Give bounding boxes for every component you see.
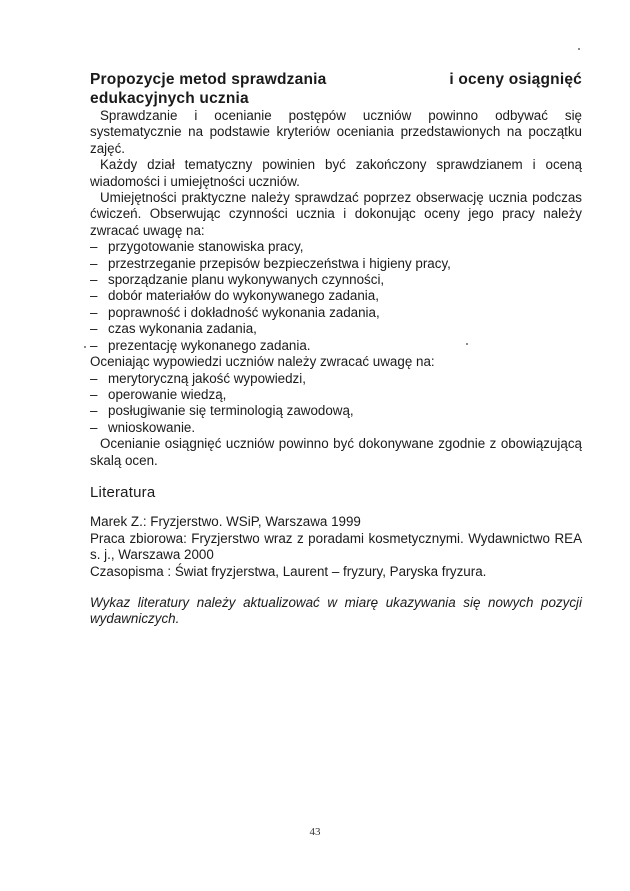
literature-update-note: Wykaz literatury należy aktualizować w miarę ukazywania się nowych pozycji wydawniczych.: [90, 595, 582, 627]
literature-list: [90, 514, 582, 580]
list-item: – sporządzanie planu wykonywanych czynności,: [90, 272, 582, 288]
scan-speck: [578, 48, 580, 50]
paragraph-assessment-intro: Sprawdzanie i ocenianie postępów uczniów powinno odbywać się systematycznie na podstawie kryteriów oceniania przedstawionych na początku zajęć.: [90, 108, 582, 156]
heading-line-2: edukacyjnych ucznia: [90, 90, 249, 107]
paragraph-oral-intro: Oceniając wypowiedzi uczniów należy zwracać uwagę na:: [90, 354, 435, 370]
paragraph-test-per-section: Każdy dział tematyczny powinien być zakończony sprawdzianem i oceną wiadomości i umiejętności uczniów.: [90, 157, 582, 189]
scan-speck: [84, 346, 86, 348]
document-page: [90, 70, 582, 628]
heading-line-1-left: Propozycje metod sprawdzania: [90, 71, 327, 88]
oral-criteria-list: [90, 371, 582, 437]
list-item: – przestrzeganie przepisów bezpieczeństwa i higieny pracy,: [90, 256, 582, 272]
list-item: – posługiwanie się terminologią zawodową,: [90, 403, 582, 419]
literature-item: Czasopisma : Świat fryzjerstwa, Laurent – fryzury, Paryska fryzura.: [90, 563, 487, 579]
heading-line-1-right: i oceny osiągnięć: [449, 71, 582, 88]
practical-criteria-list: [90, 239, 582, 354]
paragraph-grading-scale: Ocenianie osiągnięć uczniów powinno być dokonywane zgodnie z obowiązującą skalą ocen.: [90, 436, 582, 468]
scan-speck: [466, 343, 468, 345]
list-item: – prezentację wykonanego zadania.: [90, 338, 582, 354]
list-item: – poprawność i dokładność wykonania zadania,: [90, 305, 582, 321]
literature-item: Praca zbiorowa: Fryzjerstwo wraz z poradami kosmetycznymi. Wydawnictwo REA s. j., Warszawa 2000: [90, 530, 582, 563]
list-item: – dobór materiałów do wykonywanego zadania,: [90, 288, 582, 304]
paragraph-practical-skills: Umiejętności praktyczne należy sprawdzać poprzez obserwację ucznia podczas ćwiczeń. Obserwując czynności ucznia i dokonując oceny jego pracy należy zwracać uwagę na:: [90, 190, 582, 238]
list-item: – operowanie wiedzą,: [90, 387, 582, 403]
list-item: – czas wykonania zadania,: [90, 321, 582, 337]
section-heading: [90, 70, 582, 108]
literature-heading: Literatura: [90, 483, 156, 501]
literature-item: Marek Z.: Fryzjerstwo. WSiP, Warszawa 1999: [90, 514, 361, 530]
page-number: 43: [309, 826, 321, 838]
list-item: – merytoryczną jakość wypowiedzi,: [90, 371, 582, 387]
list-item: – przygotowanie stanowiska pracy,: [90, 239, 582, 255]
list-item: – wnioskowanie.: [90, 420, 582, 436]
heading-line-1: [90, 70, 582, 89]
